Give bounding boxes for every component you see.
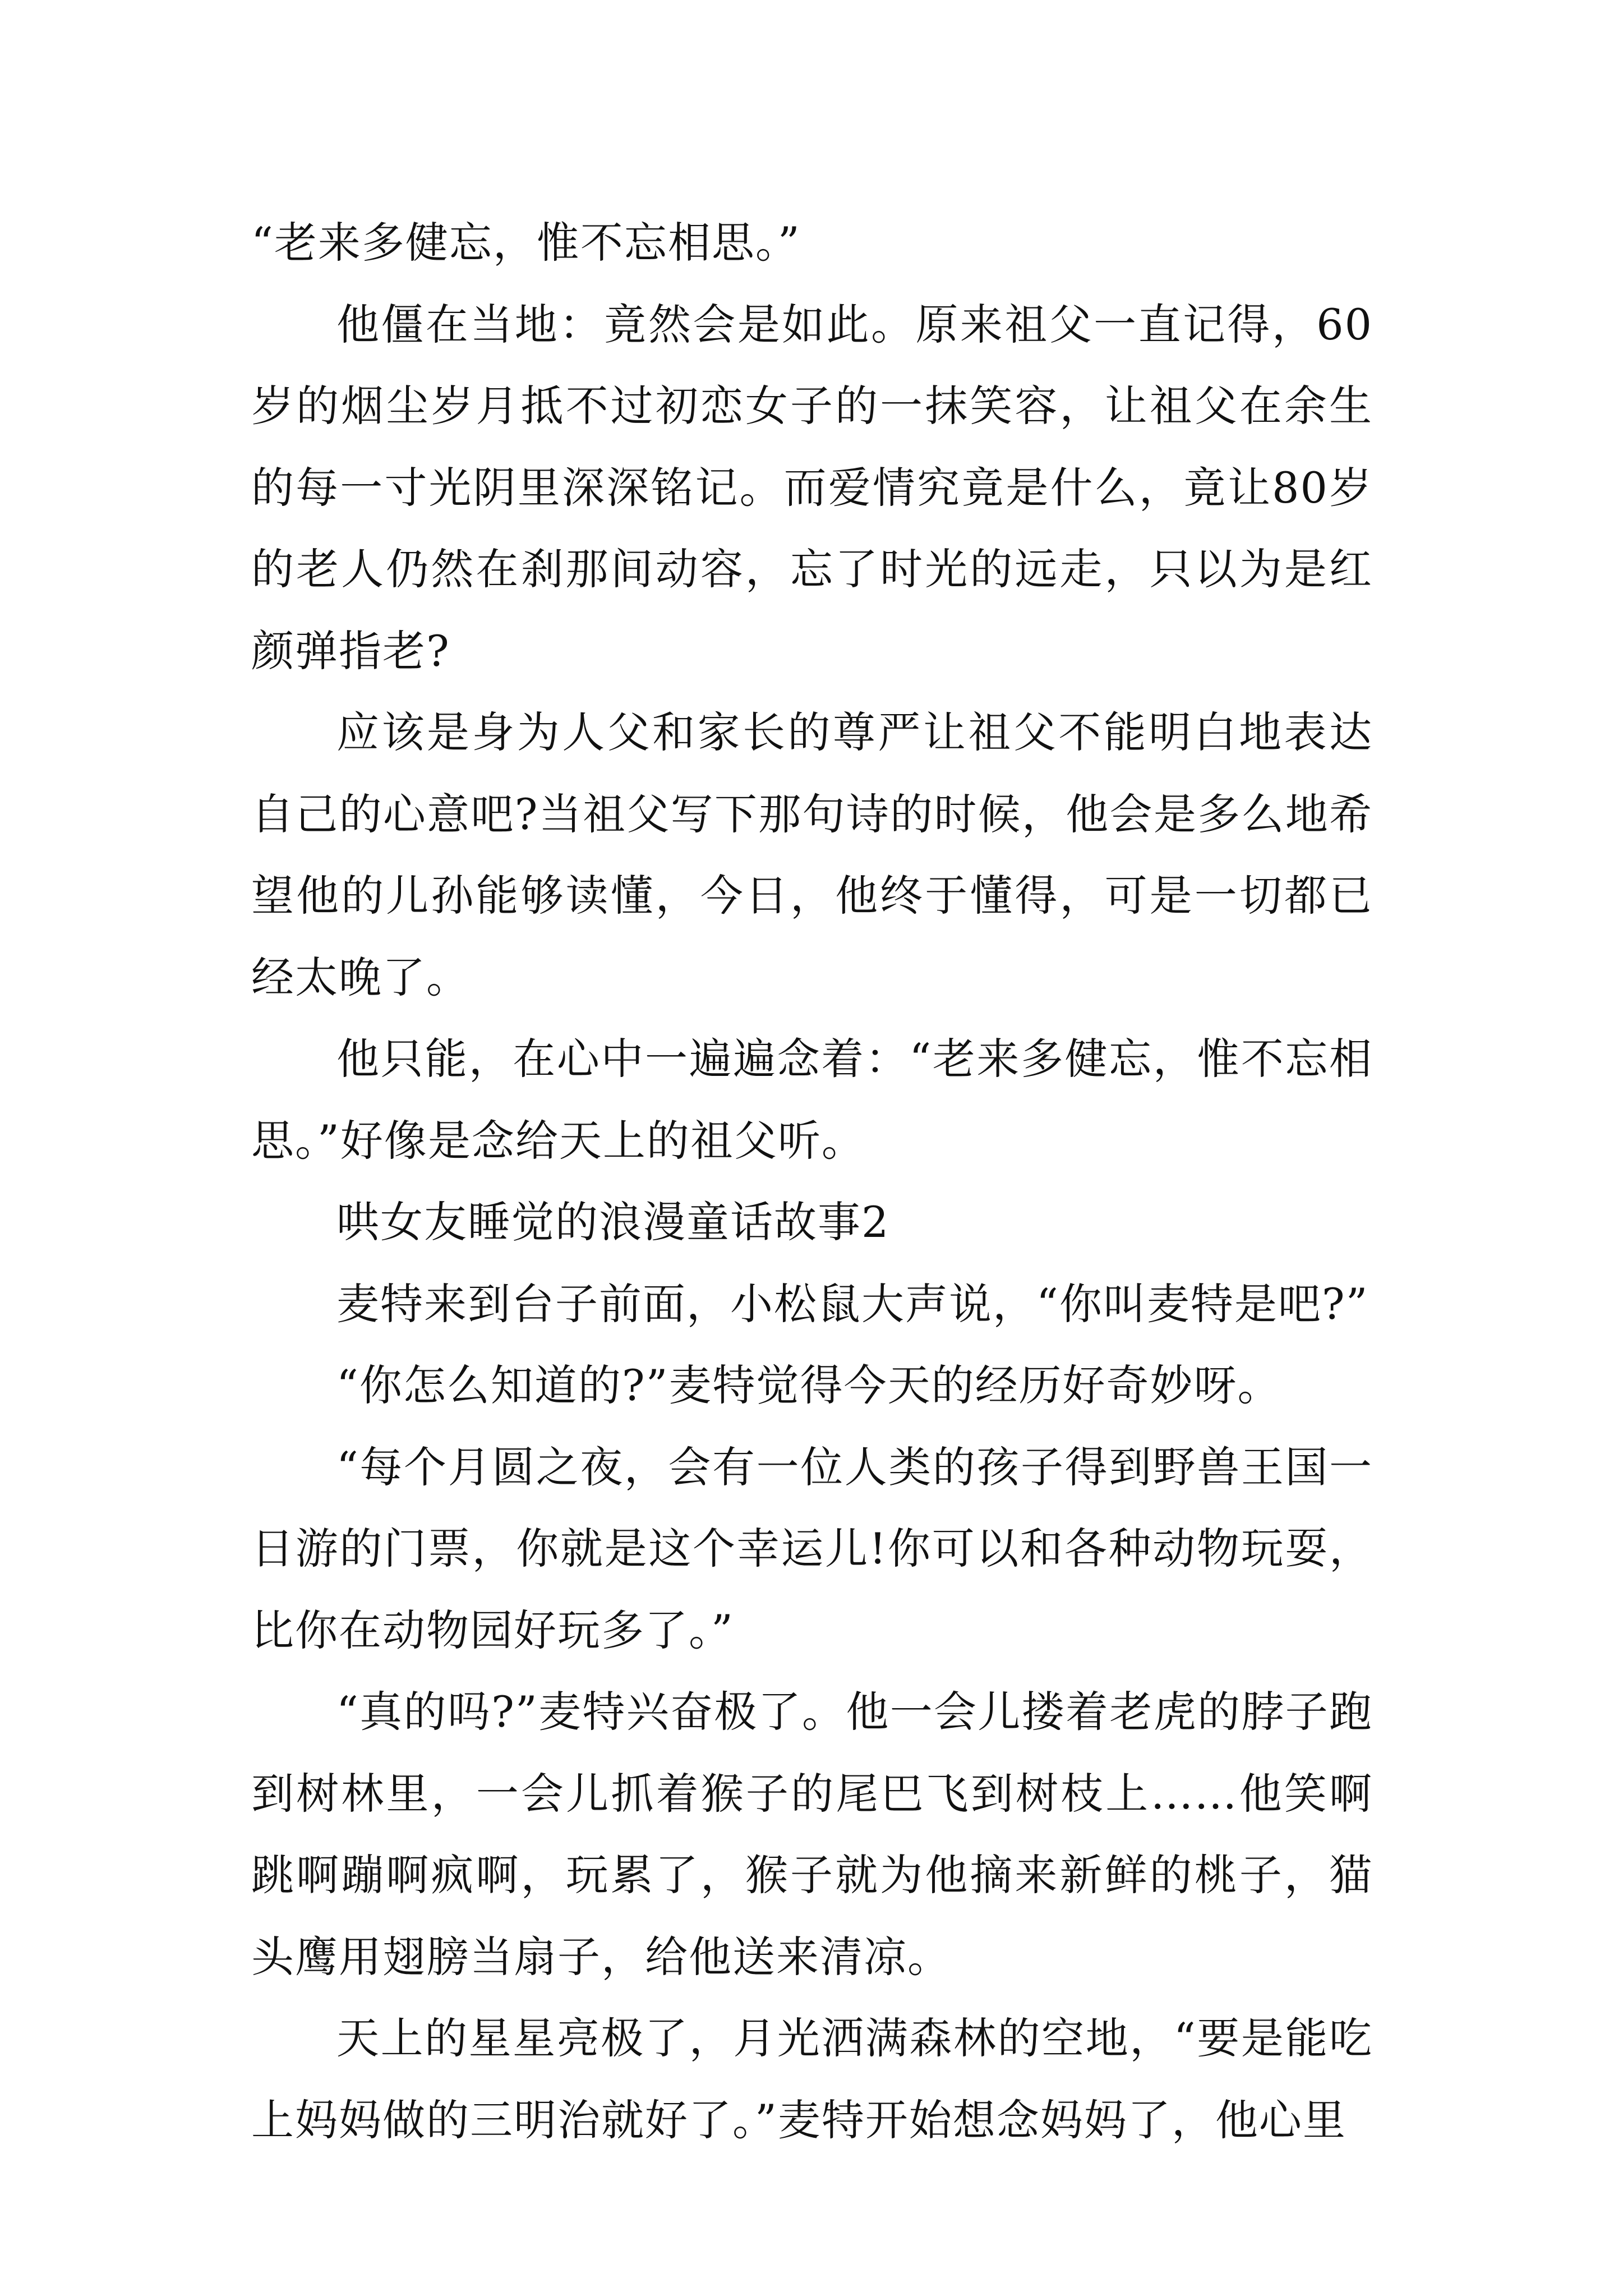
document-body bbox=[251, 202, 1373, 2161]
paragraph-recite-poem: 他只能，在心中一遍遍念着：“老来多健忘，惟不忘相思。”好像是念给天上的祖父听。 bbox=[251, 1034, 1373, 1166]
paragraph-full-moon-ticket: “每个月圆之夜，会有一位人类的孩子得到野兽王国一日游的门票，你就是这个幸运儿!你可以和各种动物玩耍，比你在动物园好玩多了。” bbox=[251, 1442, 1373, 1655]
paragraph-squirrel-greeting: 麦特来到台子前面，小松鼠大声说，“你叫麦特是吧?” bbox=[336, 1278, 1369, 1329]
paragraph-how-know: “你怎么知道的?”麦特觉得今天的经历好奇妙呀。 bbox=[336, 1360, 1281, 1410]
paragraph-quote-opening: “老来多健忘，惟不忘相思。” bbox=[251, 218, 801, 268]
paragraph-play-with-animals: “真的吗?”麦特兴奋极了。他一会儿搂着老虎的脖子跑到树林里，一会儿抓着猴子的尾巴飞到树枝上……他笑啊跳啊蹦啊疯啊，玩累了，猴子就为他摘来新鲜的桃子，猫头鹰用翅膀当扇子，给他送来清凉。 bbox=[251, 1687, 1373, 1982]
paragraph-father-dignity: 应该是身为人父和家长的尊严让祖父不能明白地表达自己的心意吧?当祖父写下那句诗的时候，他会是多么地希望他的儿孙能够读懂，今日，他终于懂得，可是一切都已经太晚了。 bbox=[251, 707, 1373, 1002]
paragraph-missing-mother: 天上的星星亮极了，月光洒满森林的空地，“要是能吃上妈妈做的三明治就好了。”麦特开始想念妈妈了，他心里 bbox=[251, 2013, 1373, 2145]
section-heading: 哄女友睡觉的浪漫童话故事2 bbox=[336, 1197, 890, 1247]
paragraph-grandfather-memory: 他僵在当地：竟然会是如此。原来祖父一直记得，60岁的烟尘岁月抵不过初恋女子的一抹笑容，让祖父在余生的每一寸光阴里深深铭记。而爱情究竟是什么，竟让80岁的老人仍然在刹那间动容，忘了时光的远走，只以为是红颜弹指老? bbox=[251, 299, 1373, 676]
